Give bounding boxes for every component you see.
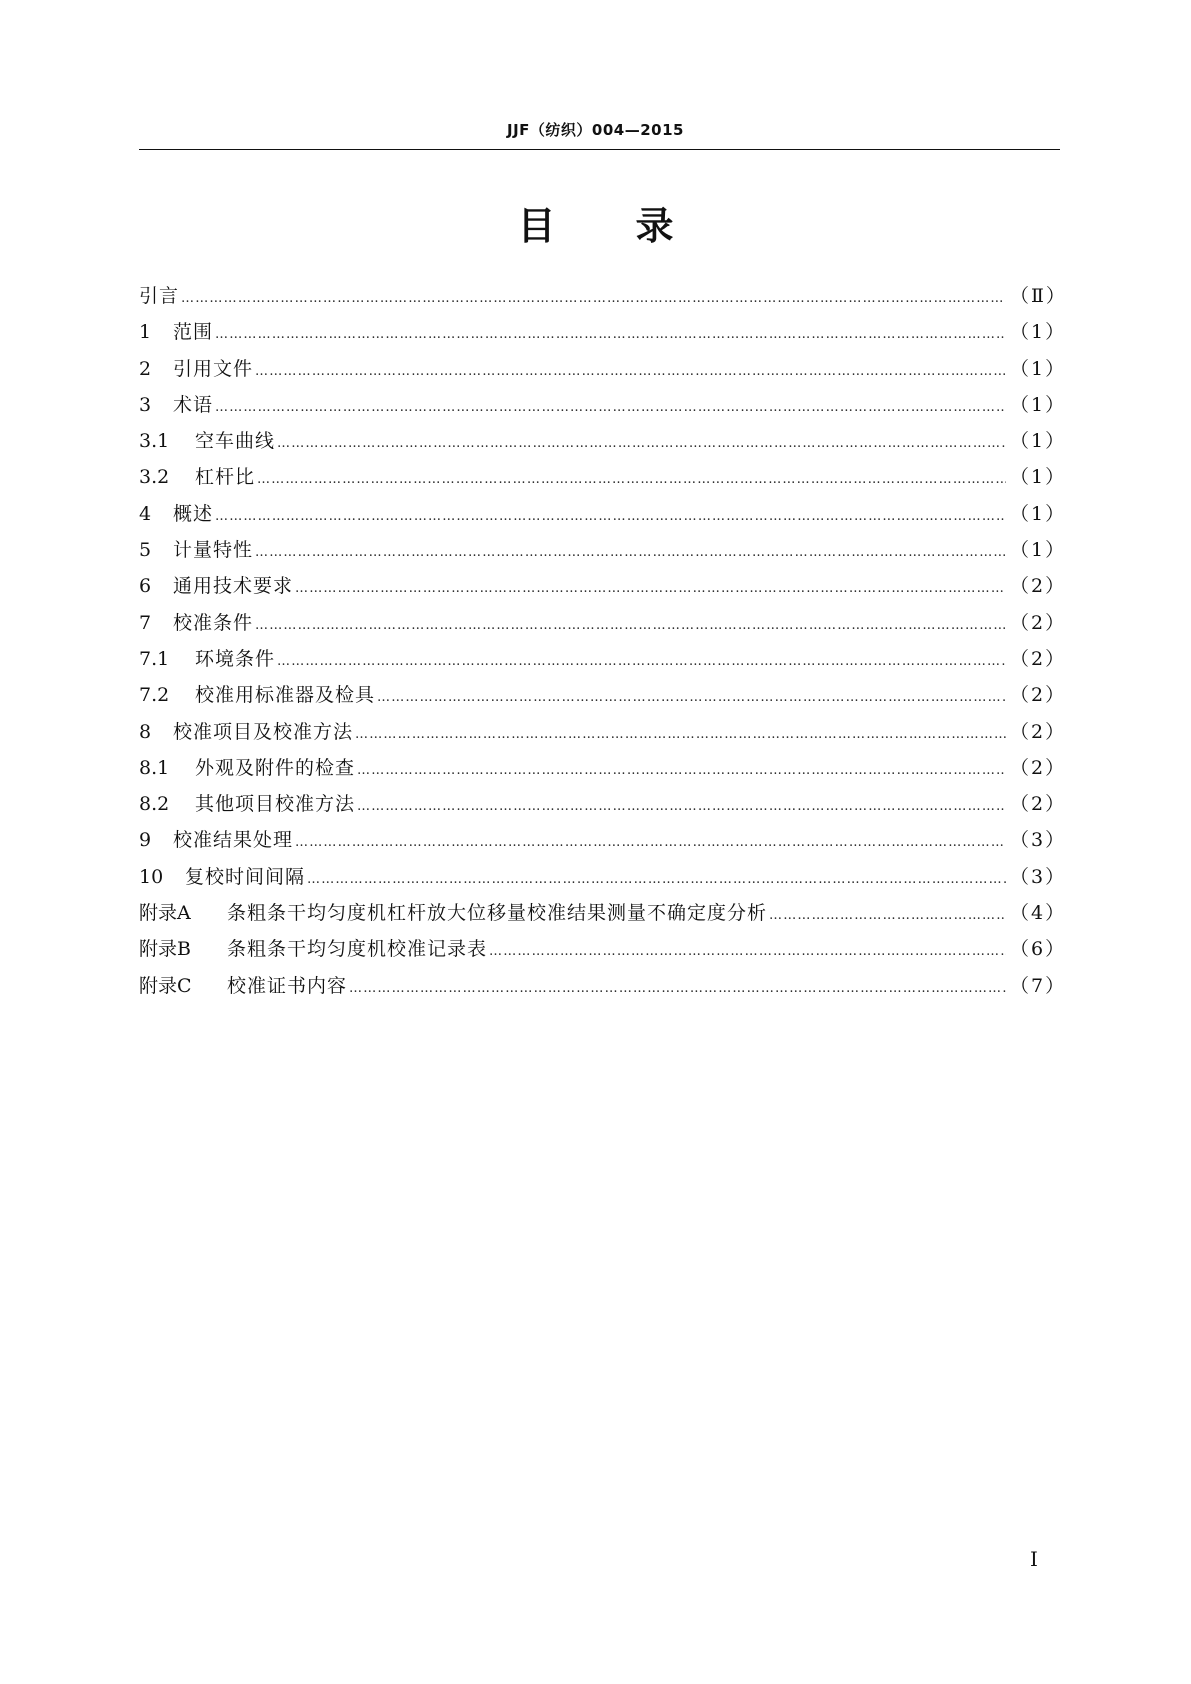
toc-entry-page: （1）: [1010, 321, 1067, 344]
page-number: Ⅰ: [1030, 1547, 1038, 1571]
toc-entry[interactable]: [139, 750, 1067, 786]
toc-entry-number: 9: [139, 829, 152, 852]
toc-entry[interactable]: [139, 459, 1067, 495]
toc-dot-leader: [349, 971, 1006, 1007]
toc-entry-number: 6: [139, 575, 152, 598]
toc-dot-leader: [357, 753, 1006, 789]
toc-entry-number: 7.1: [139, 647, 170, 670]
toc-entry-label: 条粗条干均匀度机杠杆放大位移量校准结果测量不确定度分析: [227, 902, 768, 925]
toc-entry-page: （6）: [1010, 938, 1067, 961]
toc-entry-page: （2）: [1010, 647, 1067, 670]
table-of-contents: [139, 278, 1067, 1004]
title-char-2: 录: [635, 204, 674, 248]
toc-entry-page: （3）: [1010, 829, 1067, 852]
toc-dot-leader: [181, 281, 1006, 317]
toc-entry-page: （3）: [1010, 865, 1067, 888]
toc-entry-number: 附录A: [139, 902, 191, 925]
toc-entry-page: （2）: [1010, 575, 1067, 598]
toc-dot-leader: [257, 462, 1006, 498]
toc-entry[interactable]: [139, 895, 1067, 931]
toc-entry-number: 7.2: [139, 684, 170, 707]
toc-entry-number: 3.1: [139, 430, 170, 453]
toc-entry-page: （2）: [1010, 720, 1067, 743]
toc-entry-number: 8.1: [139, 756, 170, 779]
toc-entry-label: 杠杆比: [195, 466, 256, 489]
toc-entry-number: 附录C: [139, 974, 192, 997]
toc-entry-label: 环境条件: [195, 647, 276, 670]
toc-entry-label: 校准用标准器及检具: [195, 684, 376, 707]
toc-entry-page: （1）: [1010, 430, 1067, 453]
toc-entry[interactable]: [139, 605, 1067, 641]
toc-entry-page: （2）: [1010, 793, 1067, 816]
toc-entry[interactable]: [139, 931, 1067, 967]
toc-entry[interactable]: [139, 387, 1067, 423]
toc-dot-leader: [215, 317, 1006, 353]
toc-entry-label: 范围: [173, 321, 214, 344]
page-title: [0, 195, 1191, 250]
toc-entry-number: 8: [139, 720, 152, 743]
toc-entry-number: 3.2: [139, 466, 170, 489]
toc-dot-leader: [377, 680, 1006, 716]
toc-entry-label: 概述: [173, 502, 214, 525]
toc-entry-page: （2）: [1010, 684, 1067, 707]
toc-entry-page: （1）: [1010, 539, 1067, 562]
toc-entry-number: 4: [139, 502, 152, 525]
toc-dot-leader: [769, 898, 1006, 934]
toc-dot-leader: [357, 789, 1006, 825]
toc-entry-page: （1）: [1010, 357, 1067, 380]
toc-entry-page: （Ⅱ）: [1010, 285, 1067, 307]
toc-dot-leader: [295, 825, 1006, 861]
toc-entry-label: 复校时间间隔: [185, 865, 306, 888]
toc-entry[interactable]: [139, 351, 1067, 387]
toc-entry-page: （1）: [1010, 466, 1067, 489]
toc-entry[interactable]: [139, 496, 1067, 532]
toc-entry[interactable]: [139, 822, 1067, 858]
toc-dot-leader: [489, 934, 1006, 970]
header-rule: [139, 149, 1060, 150]
toc-entry[interactable]: [139, 314, 1067, 350]
toc-entry[interactable]: [139, 532, 1067, 568]
toc-entry-label: 引用文件: [173, 357, 254, 380]
toc-entry-number: 10: [139, 865, 164, 888]
toc-entry-number: 5: [139, 539, 152, 562]
toc-entry[interactable]: [139, 714, 1067, 750]
toc-entry-label: 校准结果处理: [173, 829, 294, 852]
title-char-1: 目: [517, 204, 556, 248]
toc-dot-leader: [355, 717, 1006, 753]
toc-entry-label: 校准证书内容: [227, 974, 348, 997]
toc-entry-page: （2）: [1010, 611, 1067, 634]
toc-entry-number: 2: [139, 357, 152, 380]
toc-dot-leader: [255, 535, 1006, 571]
toc-entry-number: 7: [139, 611, 152, 634]
toc-entry-number: 3: [139, 393, 152, 416]
toc-dot-leader: [307, 862, 1006, 898]
toc-dot-leader: [295, 571, 1006, 607]
toc-entry-label: 计量特性: [173, 539, 254, 562]
toc-entry[interactable]: [139, 568, 1067, 604]
toc-entry[interactable]: [139, 786, 1067, 822]
toc-dot-leader: [255, 354, 1006, 390]
toc-entry[interactable]: [139, 278, 1067, 314]
toc-dot-leader: [215, 499, 1006, 535]
toc-dot-leader: [215, 390, 1006, 426]
toc-entry[interactable]: [139, 859, 1067, 895]
toc-entry[interactable]: [139, 423, 1067, 459]
toc-entry-page: （1）: [1010, 393, 1067, 416]
toc-entry-number: 1: [139, 321, 152, 344]
toc-entry-label: 空车曲线: [195, 430, 276, 453]
toc-entry-page: （4）: [1010, 902, 1067, 925]
toc-entry-label: 校准条件: [173, 611, 254, 634]
toc-entry[interactable]: [139, 677, 1067, 713]
toc-entry[interactable]: [139, 968, 1067, 1004]
toc-entry-label: 外观及附件的检查: [195, 756, 356, 779]
toc-dot-leader: [277, 426, 1006, 462]
toc-entry-label: 术语: [173, 393, 214, 416]
toc-entry-number: 8.2: [139, 793, 170, 816]
toc-entry-label: 条粗条干均匀度机校准记录表: [227, 938, 488, 961]
toc-dot-leader: [255, 608, 1006, 644]
toc-entry-number: 附录B: [139, 938, 191, 961]
toc-dot-leader: [277, 644, 1006, 680]
toc-entry-label: 其他项目校准方法: [195, 793, 356, 816]
toc-entry-page: （1）: [1010, 502, 1067, 525]
toc-entry[interactable]: [139, 641, 1067, 677]
running-header: JJF（纺织）004—2015: [507, 121, 684, 139]
toc-entry-page: （2）: [1010, 756, 1067, 779]
toc-entry-label: 校准项目及校准方法: [173, 720, 354, 743]
toc-entry-label: 引言: [139, 285, 180, 307]
toc-entry-label: 通用技术要求: [173, 575, 294, 598]
toc-entry-page: （7）: [1010, 974, 1067, 997]
